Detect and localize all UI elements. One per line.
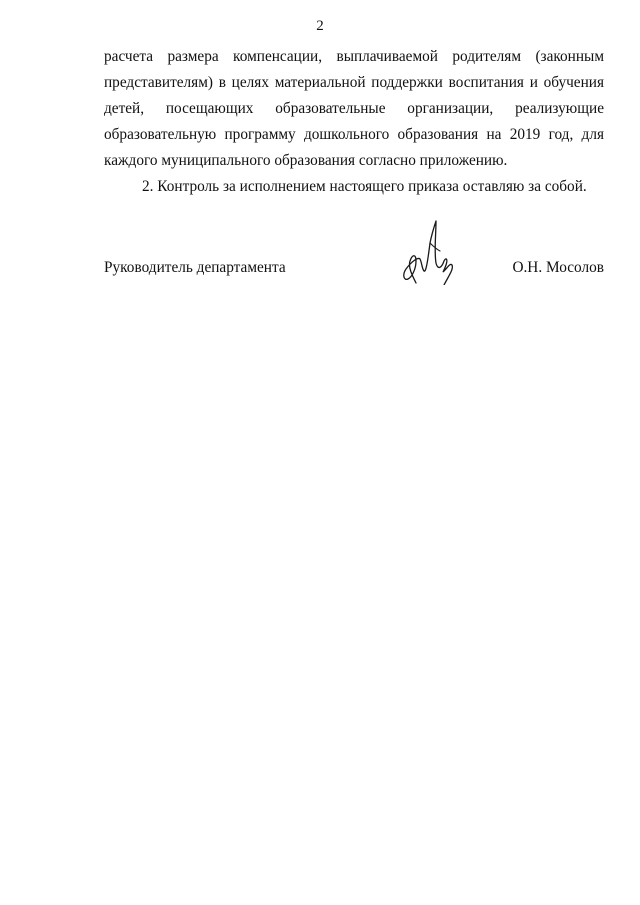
paragraph-continuation — [104, 44, 604, 174]
paragraph-line: детей, посещающих образовательные организации, реализующие — [104, 100, 604, 117]
document-body — [104, 44, 604, 200]
page-number: 2 — [316, 18, 324, 34]
paragraph-line: образовательную программу дошкольного образования на 2019 год, для — [104, 126, 604, 143]
signature-block — [104, 255, 604, 281]
handwritten-signature — [390, 213, 460, 285]
paragraph-line: каждого муниципального образования согласно приложению. — [104, 152, 508, 169]
paragraph-item-2: 2. Контроль за исполнением настоящего приказа оставляю за собой. — [142, 178, 587, 195]
paragraph-line: расчета размера компенсации, выплачиваемой родителям (законным — [104, 48, 604, 65]
signer-name: О.Н. Мосолов — [512, 259, 604, 276]
signer-position: Руководитель департамента — [104, 259, 286, 276]
paragraph-line: представителям) в целях материальной поддержки воспитания и обучения — [104, 74, 604, 91]
